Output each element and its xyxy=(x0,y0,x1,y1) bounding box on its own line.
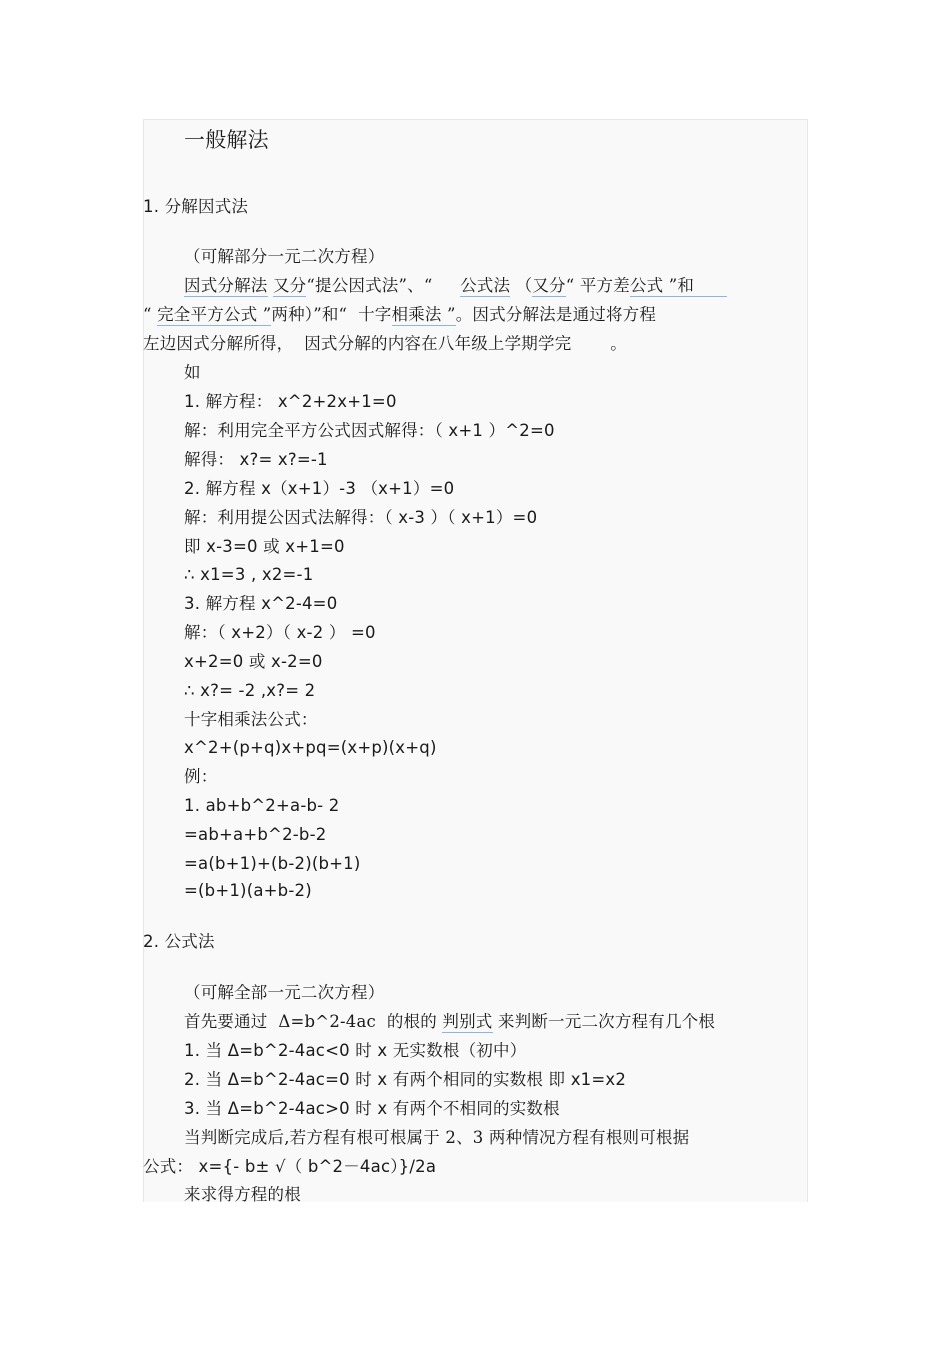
closing-text: 来求得方程的根 xyxy=(184,1185,301,1204)
intro-line-1: 因式分解法 又分“提公因式法”、“ 公式法 （又分“ 平方差公式 ”和 xyxy=(184,276,728,295)
example-line: =ab+a+b^2-b-2 xyxy=(184,825,327,844)
intro-line-3: 左边因式分解所得， 因式分解的内容在八年级上学期学完 。 xyxy=(143,334,627,353)
term-formula-method: 公式法 xyxy=(460,276,511,295)
after-text: 当判断完成后,若方程有根可根属于 2、3 两种情况方程有根则可根据 xyxy=(184,1128,690,1147)
section-heading: 1. 分解因式法 xyxy=(143,197,249,216)
example-line: 3. 解方程 x^2-4=0 xyxy=(184,594,338,613)
example-line: 解：（ x+2）（ x-2 ） =0 xyxy=(184,623,376,642)
example-line: 2. 解方程 x（x+1）-3 （x+1）=0 xyxy=(184,479,455,498)
example-line: ∴ x?= -2 ,x?= 2 xyxy=(184,681,316,700)
example-line: 1. 解方程： x^2+2x+1=0 xyxy=(184,392,397,411)
example-line: =a(b+1)+(b-2)(b+1) xyxy=(184,854,361,873)
term-square-diff: 公式 ”和 xyxy=(629,276,728,295)
term-cross-mult: 相乘法 ” xyxy=(391,305,456,324)
example-line: ∴ x1=3 , x2=-1 xyxy=(184,565,314,584)
example-label: 如 xyxy=(184,363,201,382)
quadratic-formula: 公式： x={- b± √（ b^2－4ac）}/2a xyxy=(143,1157,437,1176)
case-line: 2. 当 Δ=b^2-4ac=0 时 x 有两个相同的实数根 即 x1=x2 xyxy=(184,1070,627,1089)
example-line: x^2+(p+q)x+pq=(x+p)(x+q) xyxy=(184,738,437,757)
example-line: 1. ab+b^2+a-b- 2 xyxy=(184,796,340,815)
term-also-split: 又分 xyxy=(272,276,307,295)
example-line: 即 x-3=0 或 x+1=0 xyxy=(184,537,345,556)
term-discriminant: 判别式 xyxy=(442,1012,493,1031)
example-line: 例： xyxy=(184,767,218,786)
example-line: 解：利用完全平方公式因式解得：（ x+1 ）^2=0 xyxy=(184,421,555,440)
term-factorization: 因式分解法 xyxy=(184,276,268,295)
intro-line-2: “ 完全平方公式 ”两种）”和“ 十字相乘法 ”。因式分解法是通过将方程 xyxy=(143,305,657,324)
discriminant-lead: 首先要通过 Δ=b^2-4ac 的根的 判别式 来判断一元二次方程有几个根 xyxy=(184,1012,716,1031)
example-line: x+2=0 或 x-2=0 xyxy=(184,652,323,671)
term-perfect-square: 完全平方公式 ” xyxy=(157,305,272,324)
example-line: 解得： x?= x?=-1 xyxy=(184,450,328,469)
section-scope: （可解部分一元二次方程） xyxy=(184,247,385,266)
case-line: 3. 当 Δ=b^2-4ac>0 时 x 有两个不相同的实数根 xyxy=(184,1099,560,1118)
page-title: 一般解法 xyxy=(184,128,269,152)
case-line: 1. 当 Δ=b^2-4ac<0 时 x 无实数根（初中） xyxy=(184,1041,527,1060)
term-also-split-2: 又分 xyxy=(532,276,566,295)
example-line: 十字相乘法公式： xyxy=(184,710,318,729)
example-line: =(b+1)(a+b-2) xyxy=(184,881,312,900)
section-scope: （可解全部一元二次方程） xyxy=(184,983,385,1002)
section-heading: 2. 公式法 xyxy=(143,932,215,951)
example-line: 解：利用提公因式法解得：（ x-3 ）（ x+1）=0 xyxy=(184,508,538,527)
